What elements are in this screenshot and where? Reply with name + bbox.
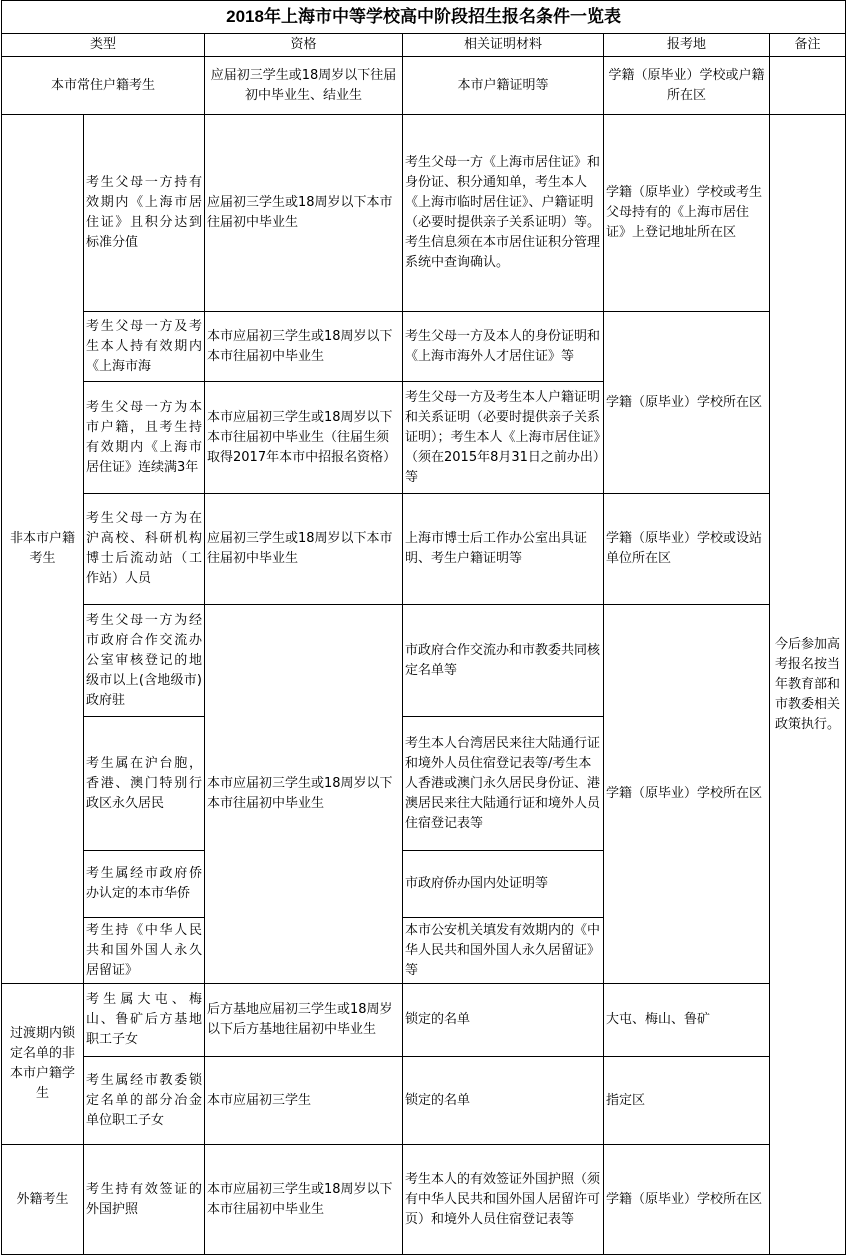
nonlocal-condition: 考生父母一方为经市政府合作交流办公室审核登记的地级市以上(含地级市)政府驻 [84, 605, 205, 717]
nonlocal-condition: 考生父母一方为在沪高校、科研机构博士后流动站（工作站）人员 [84, 494, 205, 605]
local-materials: 本市户籍证明等 [403, 57, 604, 115]
header-type: 类型 [2, 34, 205, 57]
nonlocal-condition: 考生属在沪台胞，香港、澳门特别行政区永久居民 [84, 717, 205, 851]
nonlocal-qualification: 应届初三学生或18周岁以下本市往届初中毕业生 [205, 115, 403, 312]
nonlocal-materials: 考生父母一方及考生本人户籍证明和关系证明（必要时提供亲子关系证明）；考生本人《上海市居住证》（须在2015年8月31日之前办出）等 [403, 382, 604, 494]
nonlocal-condition: 考生父母一方持有效期内《上海市居住证》且积分达到标准分值 [84, 115, 205, 312]
nonlocal-condition: 考生父母一方及考生本人持有效期内《上海市海 [84, 312, 205, 382]
transitional-qualification: 后方基地应届初三学生或18周岁以下后方基地往届初中毕业生 [205, 984, 403, 1057]
nonlocal-group-label: 非本市户籍考生 [2, 115, 84, 984]
foreign-condition: 考生持有效签证的外国护照 [84, 1145, 205, 1255]
nonlocal-materials: 考生父母一方《上海市居住证》和身份证、积分通知单，考生本人《上海市临时居住证》、户籍证明（必要时提供亲子关系证明）等。考生信息须在本市居住证积分管理系统中查询确认。 [403, 115, 604, 312]
foreign-qualification: 本市应届初三学生或18周岁以下本市往届初中毕业生 [205, 1145, 403, 1255]
transitional-materials: 锁定的名单 [403, 1057, 604, 1145]
header-materials: 相关证明材料 [403, 34, 604, 57]
nonlocal-materials: 本市公安机关填发有效期内的《中华人民共和国外国人永久居留证》等 [403, 918, 604, 984]
transitional-condition: 考生属大屯、梅山、鲁矿后方基地职工子女 [84, 984, 205, 1057]
remark-cell: 今后参加高考报名按当年教育部和市教委相关政策执行。 [770, 115, 846, 1255]
foreign-materials: 考生本人的有效签证外国护照（须有中华人民共和国外国人居留许可页）和境外人员住宿登记表等 [403, 1145, 604, 1255]
local-location: 学籍（原毕业）学校或户籍所在区 [604, 57, 770, 115]
nonlocal-shared-location-a: 学籍（原毕业）学校所在区 [604, 312, 770, 494]
nonlocal-materials: 市政府合作交流办和市教委共同核定名单等 [403, 605, 604, 717]
nonlocal-condition: 考生属经市政府侨办认定的本市华侨 [84, 851, 205, 918]
transitional-location: 大屯、梅山、鲁矿 [604, 984, 770, 1057]
nonlocal-location: 学籍（原毕业）学校或设站单位所在区 [604, 494, 770, 605]
nonlocal-shared-location-b: 学籍（原毕业）学校所在区 [604, 605, 770, 984]
nonlocal-condition: 考生持《中华人民共和国外国人永久居留证》 [84, 918, 205, 984]
nonlocal-qualification: 本市应届初三学生或18周岁以下本市往届初中毕业生（往届生须取得2017年本市中招报名资格） [205, 382, 403, 494]
header-location: 报考地 [604, 34, 770, 57]
nonlocal-location: 学籍（原毕业）学校或考生父母持有的《上海市居住证》上登记地址所在区 [604, 115, 770, 312]
header-remarks: 备注 [770, 34, 846, 57]
local-qualification: 应届初三学生或18周岁以下往届初中毕业生、结业生 [205, 57, 403, 115]
table-title: 2018年上海市中等学校高中阶段招生报名条件一览表 [2, 1, 846, 34]
nonlocal-materials: 考生本人台湾居民来往大陆通行证和境外人员住宿登记表等/考生本人香港或澳门永久居民身份证、港澳居民来往大陆通行证和境外人员住宿登记表等 [403, 717, 604, 851]
nonlocal-materials: 上海市博士后工作办公室出具证明、考生户籍证明等 [403, 494, 604, 605]
nonlocal-condition: 考生父母一方为本市户籍，且考生持有效期内《上海市居住证》连续满3年 [84, 382, 205, 494]
header-qualification: 资格 [205, 34, 403, 57]
nonlocal-qualification: 本市应届初三学生或18周岁以下本市往届初中毕业生 [205, 312, 403, 382]
transitional-qualification: 本市应届初三学生 [205, 1057, 403, 1145]
nonlocal-shared-qualification-b: 本市应届初三学生或18周岁以下本市往届初中毕业生 [205, 605, 403, 984]
transitional-group-label: 过渡期内锁定名单的非本市户籍学生 [2, 984, 84, 1145]
foreign-location: 学籍（原毕业）学校所在区 [604, 1145, 770, 1255]
remark-empty-cell [770, 57, 846, 115]
nonlocal-qualification: 应届初三学生或18周岁以下本市往届初中毕业生 [205, 494, 403, 605]
transitional-condition: 考生属经市教委锁定名单的部分冶金单位职工子女 [84, 1057, 205, 1145]
admission-conditions-table [1, 0, 846, 1255]
nonlocal-materials: 市政府侨办国内处证明等 [403, 851, 604, 918]
nonlocal-materials: 考生父母一方及本人的身份证明和《上海市海外人才居住证》等 [403, 312, 604, 382]
foreign-type: 外籍考生 [2, 1145, 84, 1255]
transitional-materials: 锁定的名单 [403, 984, 604, 1057]
local-type: 本市常住户籍考生 [2, 57, 205, 115]
transitional-location: 指定区 [604, 1057, 770, 1145]
